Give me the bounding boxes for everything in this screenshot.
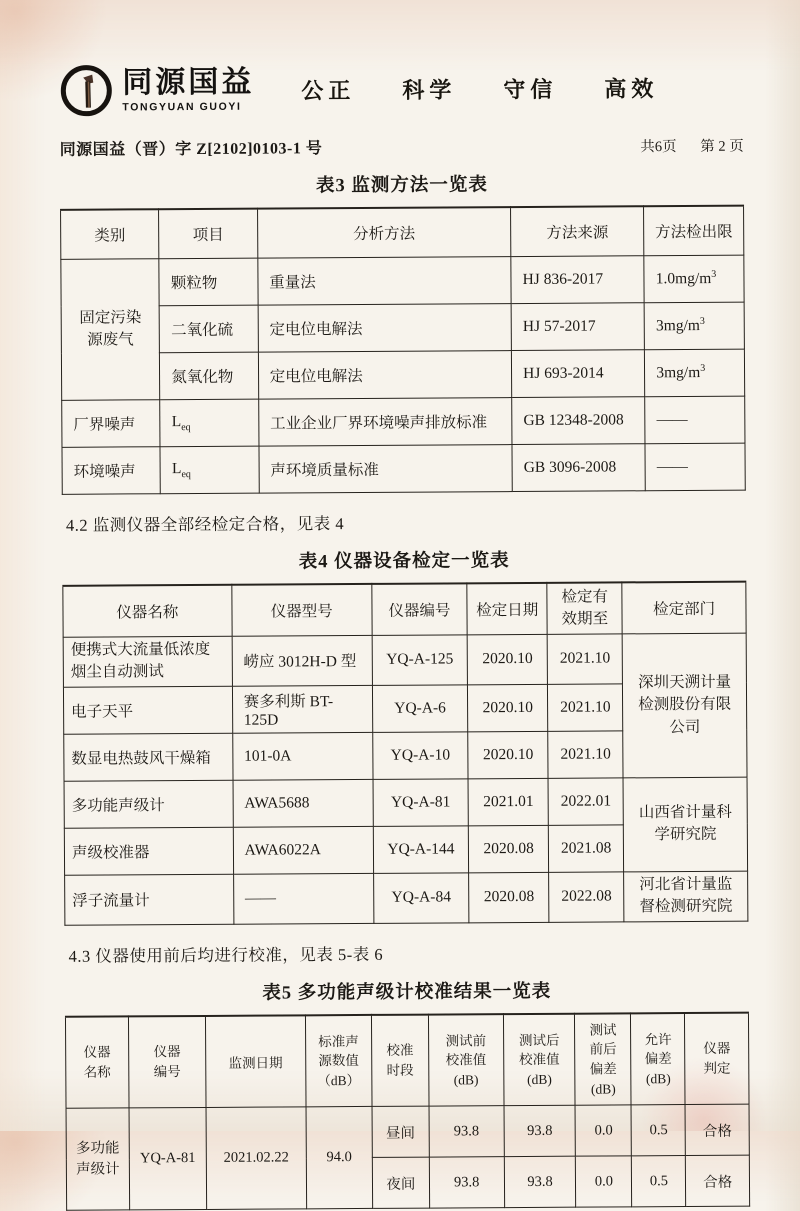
section-4-2: 4.2 监测仪器全部经检定合格，见表 4 (65, 514, 345, 535)
t3-h-method: 分析方法 (257, 207, 511, 258)
table3-title: 表3 监测方法一览表 (315, 175, 488, 197)
t5-cell-period: 昼间 (372, 1106, 429, 1157)
table5-header-row (65, 1013, 749, 1109)
t4-h-dept: 检定部门 (622, 582, 746, 634)
t4-cell-valid: 2021.10 (548, 731, 623, 778)
t4-cell-valid: 2021.10 (547, 634, 622, 684)
page-indicator (640, 135, 744, 157)
t3-cell-category: 固定污染 源废气 (61, 259, 160, 401)
t5-h-allowed: 允许 偏差 (dB) (631, 1013, 686, 1105)
t3-cell-item: $L_{eq}$ (160, 399, 259, 447)
t4-cell-model: —— (233, 873, 373, 924)
t5-h-deviation: 测试 前后 偏差 (dB) (575, 1013, 632, 1105)
t5-h-period: 校准 时段 (371, 1014, 428, 1106)
table3-row (62, 443, 745, 494)
slogan-science: 科学 (402, 76, 457, 103)
company-logo (59, 63, 254, 118)
t4-cell-code: YQ-A-144 (373, 826, 469, 874)
t5-cell-deviation: 0.0 (576, 1156, 632, 1207)
t5-cell-name: 多功能 声级计 (66, 1108, 129, 1210)
t4-cell-name: 多功能声级计 (64, 780, 233, 828)
table5-calibration-results (65, 1012, 750, 1211)
slogan-row (301, 72, 658, 105)
t4-h-model: 仪器型号 (232, 584, 372, 636)
t4-h-valid: 检定有 效期至 (547, 582, 622, 634)
t4-cell-date: 2020.10 (468, 684, 548, 731)
t3-cell-method: 声环境质量标准 (259, 445, 513, 494)
document-number: 同源国益（晋）字 Z[2102]0103-1 号 (59, 140, 323, 159)
t4-cell-name: 便携式大流量低浓度 烟尘自动测试 (63, 636, 232, 687)
table3-row (62, 396, 745, 447)
t4-cell-code: YQ-A-10 (372, 732, 468, 780)
t5-cell-after: 93.8 (504, 1105, 576, 1156)
table5-title: 表5 多功能声级计校准结果一览表 (262, 981, 552, 1004)
page-header (59, 60, 743, 118)
slogan-integrity: 守信 (503, 76, 558, 102)
t5-h-std: 标准声 源数值 （dB） (305, 1015, 372, 1107)
t3-cell-method: 定电位电解法 (258, 304, 512, 353)
table4-row (63, 633, 746, 687)
t3-cell-source: GB 12348-2008 (512, 397, 645, 445)
t5-cell-code: YQ-A-81 (129, 1108, 207, 1210)
logo-text (122, 67, 254, 112)
table3-row (61, 349, 744, 400)
t3-cell-item: 颗粒物 (159, 258, 258, 306)
t5-h-before: 测试前 校准值 (dB) (428, 1014, 504, 1106)
t3-cell-source: HJ 57-2017 (511, 303, 644, 351)
t4-cell-date: 2020.10 (467, 634, 547, 684)
t4-cell-model: 崂应 3012H-D 型 (232, 635, 372, 686)
t3-cell-item: 二氧化硫 (159, 305, 258, 353)
t4-cell-valid: 2022.01 (548, 778, 623, 825)
t4-cell-model: 赛多利斯 BT-125D (232, 685, 372, 733)
t4-cell-model: 101-0A (232, 732, 372, 780)
t3-cell-source: HJ 693-2014 (511, 350, 644, 398)
t5-cell-deviation: 0.0 (575, 1105, 631, 1156)
t4-cell-valid: 2021.10 (548, 684, 623, 731)
table3-monitoring-methods (60, 205, 746, 495)
t4-cell-code: YQ-A-125 (372, 635, 468, 686)
table4-title: 表4 仪器设备检定一览表 (298, 551, 510, 573)
t5-cell-before: 93.8 (429, 1106, 504, 1157)
t3-cell-category: 厂界噪声 (62, 400, 161, 448)
t4-cell-date: 2020.10 (468, 731, 548, 778)
slogan-efficiency: 高效 (604, 75, 659, 101)
t4-cell-date: 2020.08 (469, 872, 549, 922)
t4-cell-code: YQ-A-6 (372, 685, 468, 733)
t4-h-date: 检定日期 (467, 583, 547, 635)
t4-cell-name: 电子天平 (63, 686, 232, 734)
page-current: 第 2 页 (700, 138, 744, 155)
t5-cell-std: 94.0 (306, 1107, 373, 1209)
t5-h-result: 仪器 判定 (685, 1013, 749, 1105)
t4-cell-date: 2021.01 (468, 778, 548, 825)
t5-cell-result: 合格 (686, 1155, 750, 1206)
table4-row (64, 777, 747, 828)
t3-cell-item: 氮氧化物 (160, 352, 259, 400)
t5-cell-allowed: 0.5 (631, 1105, 685, 1156)
table5-row (66, 1104, 749, 1159)
t4-cell-name: 浮子流量计 (65, 874, 234, 925)
t3-cell-method: 定电位电解法 (258, 351, 512, 400)
table3-row (61, 255, 744, 306)
t4-cell-date: 2020.08 (469, 825, 549, 872)
t5-cell-date: 2021.02.22 (206, 1107, 306, 1210)
t4-h-name: 仪器名称 (63, 585, 232, 638)
t3-cell-category: 环境噪声 (62, 447, 161, 495)
document-meta-line (60, 133, 744, 160)
t3-cell-item: $L_{eq}$ (160, 446, 259, 494)
t3-h-category: 类别 (61, 209, 160, 259)
t5-cell-allowed: 0.5 (632, 1156, 686, 1207)
pages-total: 共6页 (640, 139, 677, 156)
t4-cell-model: AWA6022A (233, 826, 373, 874)
t5-cell-period: 夜间 (372, 1157, 429, 1208)
t4-cell-name: 数显电热鼓风干燥箱 (64, 733, 233, 781)
t5-cell-after: 93.8 (504, 1156, 576, 1207)
section-4-3: 4.3 仪器使用前后均进行校准，见表 5-表 6 (68, 944, 384, 966)
t3-cell-limit: —— (645, 396, 745, 444)
table4-header-row (63, 582, 746, 638)
t4-cell-name: 声级校准器 (64, 827, 233, 875)
t3-cell-method: 工业企业厂界环境噪声排放标准 (258, 398, 512, 447)
t4-cell-dept: 河北省计量监 督检测研究院 (624, 871, 748, 922)
logo-name-en: TONGYUAN GUOYI (122, 100, 242, 114)
t3-cell-limit: $3mg/m^3$ (644, 302, 744, 350)
t5-h-date: 监测日期 (205, 1015, 305, 1107)
t5-h-code: 仪器 编号 (128, 1016, 206, 1108)
slogan-justice: 公正 (301, 77, 356, 103)
t5-cell-result: 合格 (685, 1104, 749, 1155)
t5-h-after: 测试后 校准值 (dB) (503, 1014, 575, 1106)
t3-cell-method: 重量法 (258, 257, 512, 306)
t4-cell-valid: 2022.08 (549, 872, 624, 922)
t3-cell-source: HJ 836-2017 (511, 256, 644, 304)
t3-cell-limit: —— (645, 443, 745, 491)
t3-cell-source: GB 3096-2008 (512, 444, 645, 492)
t3-h-limit: 方法检出限 (644, 206, 744, 256)
t5-h-name: 仪器 名称 (65, 1016, 128, 1108)
logo-name-cn: 同源国益 (122, 65, 255, 100)
t4-cell-valid: 2021.08 (549, 825, 624, 872)
table4-row (65, 871, 748, 925)
t3-cell-limit: $1.0mg/m^3$ (644, 255, 744, 303)
t4-cell-dept: 山西省计量科 学研究院 (623, 777, 747, 872)
t4-h-code: 仪器编号 (372, 583, 468, 635)
t3-h-item: 项目 (159, 209, 258, 259)
t4-cell-dept: 深圳天溯计量 检测股份有限 公司 (622, 633, 747, 778)
table4-instrument-verification (62, 581, 748, 926)
table3-row (61, 302, 744, 353)
t4-cell-code: YQ-A-81 (373, 779, 469, 827)
t3-h-source: 方法来源 (511, 206, 644, 256)
logo-icon (59, 63, 113, 117)
t4-cell-model: AWA5688 (233, 779, 373, 827)
t3-cell-limit: $3mg/m^3$ (645, 349, 745, 397)
table3-header-row (61, 206, 744, 260)
t5-cell-before: 93.8 (429, 1157, 504, 1208)
t4-cell-code: YQ-A-84 (373, 873, 469, 924)
